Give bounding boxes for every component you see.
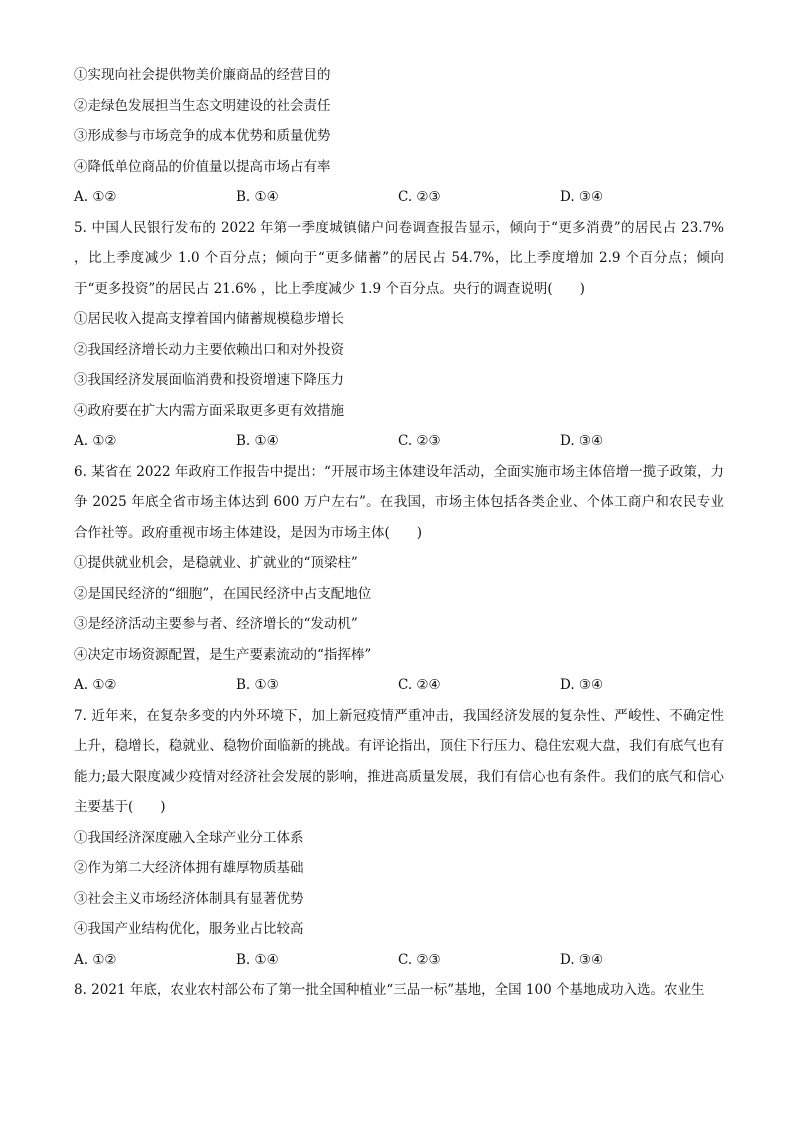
question-5 [74, 213, 724, 457]
option-1: ①我国经济深度融入全球产业分工体系 [74, 829, 304, 846]
exam-page [74, 60, 724, 1006]
answer-c: C. ②③ [398, 951, 441, 968]
answer-choices [74, 945, 724, 976]
question-stem: 7. 近年来，在复杂多变的内外环境下，加上新冠疫情严重冲击，我国经济发展的复杂性、严峻性、不确定性上升，稳增长，稳就业、稳物价面临新的挑战。有评论指出，顶住下行压力、稳住宏观大盘，我们有底气也有能力;最大限度减少疫情对经济社会发展的影响，推进高质量发展，我们有信心也有条件。我们的底气和信心主要基于( ) [74, 707, 724, 815]
option-3: ③我国经济发展面临消费和投资增速下降压力 [74, 372, 344, 388]
answer-d: D. ③④ [560, 951, 604, 968]
answer-b: B. ①④ [236, 951, 279, 968]
answer-a: A. ①② [74, 433, 117, 449]
question-4-tail [74, 60, 724, 213]
answer-choices [74, 182, 724, 213]
question-7 [74, 701, 724, 976]
answer-c: C. ②③ [398, 433, 441, 449]
answer-a: A. ①② [74, 189, 117, 205]
option-3: ③形成参与市场竞争的成本优势和质量优势 [74, 128, 331, 144]
answer-choices [74, 670, 724, 701]
option-1: ①提供就业机会，是稳就业、扩就业的“顶梁柱” [74, 555, 358, 571]
option-3: ③是经济活动主要参与者、经济增长的“发动机” [74, 616, 358, 632]
option-2: ②走绿色发展担当生态文明建设的社会责任 [74, 97, 331, 114]
answer-a: A. ①② [74, 951, 117, 968]
answer-b: B. ①③ [236, 677, 279, 693]
option-1: ①实现向社会提供物美价廉商品的经营目的 [74, 67, 331, 83]
option-4: ④降低单位商品的价值量以提高市场占有率 [74, 158, 331, 175]
answer-d: D. ③④ [560, 189, 604, 205]
option-2: ②是国民经济的“细胞”，在国民经济中占支配地位 [74, 585, 372, 602]
answer-choices [74, 426, 724, 457]
question-stem: 5. 中国人民银行发布的 2022 年第一季度城镇储户问卷调查报告显示，倾向于“更多消费”的居民占 23.7% ，比上季度减少 1.0 个百分点；倾向于“更多储蓄”的居民占 54.7%，比上季度增加 2.9 个百分点；倾向于“更多投资”的居民占 21.6% ，比上季度减少 1.9 个百分点。央行的调查说明( ) [74, 219, 724, 297]
option-1: ①居民收入提高支撑着国内储蓄规模稳步增长 [74, 311, 344, 327]
option-4: ④我国产业结构优化，服务业占比较高 [74, 921, 304, 937]
answer-b: B. ①④ [236, 189, 279, 205]
question-stem: 8. 2021 年底，农业农村部公布了第一批全国种植业“三品一标”基地，全国 100 个基地成功入选。农业生 [74, 982, 705, 998]
question-8 [74, 975, 724, 1006]
answer-d: D. ③④ [560, 433, 604, 449]
option-3: ③社会主义市场经济体制具有显著优势 [74, 890, 304, 907]
option-2: ②我国经济增长动力主要依赖出口和对外投资 [74, 341, 344, 358]
answer-d: D. ③④ [560, 677, 604, 693]
option-4: ④政府要在扩大内需方面采取更多更有效措施 [74, 402, 344, 419]
option-4: ④决定市场资源配置，是生产要素流动的“指挥棒” [74, 646, 372, 663]
answer-c: C. ②④ [398, 677, 441, 693]
answer-b: B. ①④ [236, 433, 279, 449]
answer-c: C. ②③ [398, 189, 441, 205]
question-6 [74, 457, 724, 701]
option-2: ②作为第二大经济体拥有雄厚物质基础 [74, 860, 304, 876]
answer-a: A. ①② [74, 677, 117, 693]
question-stem: 6. 某省在 2022 年政府工作报告中提出：“开展市场主体建设年活动，全面实施市场主体倍增一揽子政策，力争 2025 年底全省市场主体达到 600 万户左右”。在我国，市场主体包括各类企业、个体工商户和农民专业合作社等。政府重视市场主体建设，是因为市场主体( ) [74, 463, 724, 541]
